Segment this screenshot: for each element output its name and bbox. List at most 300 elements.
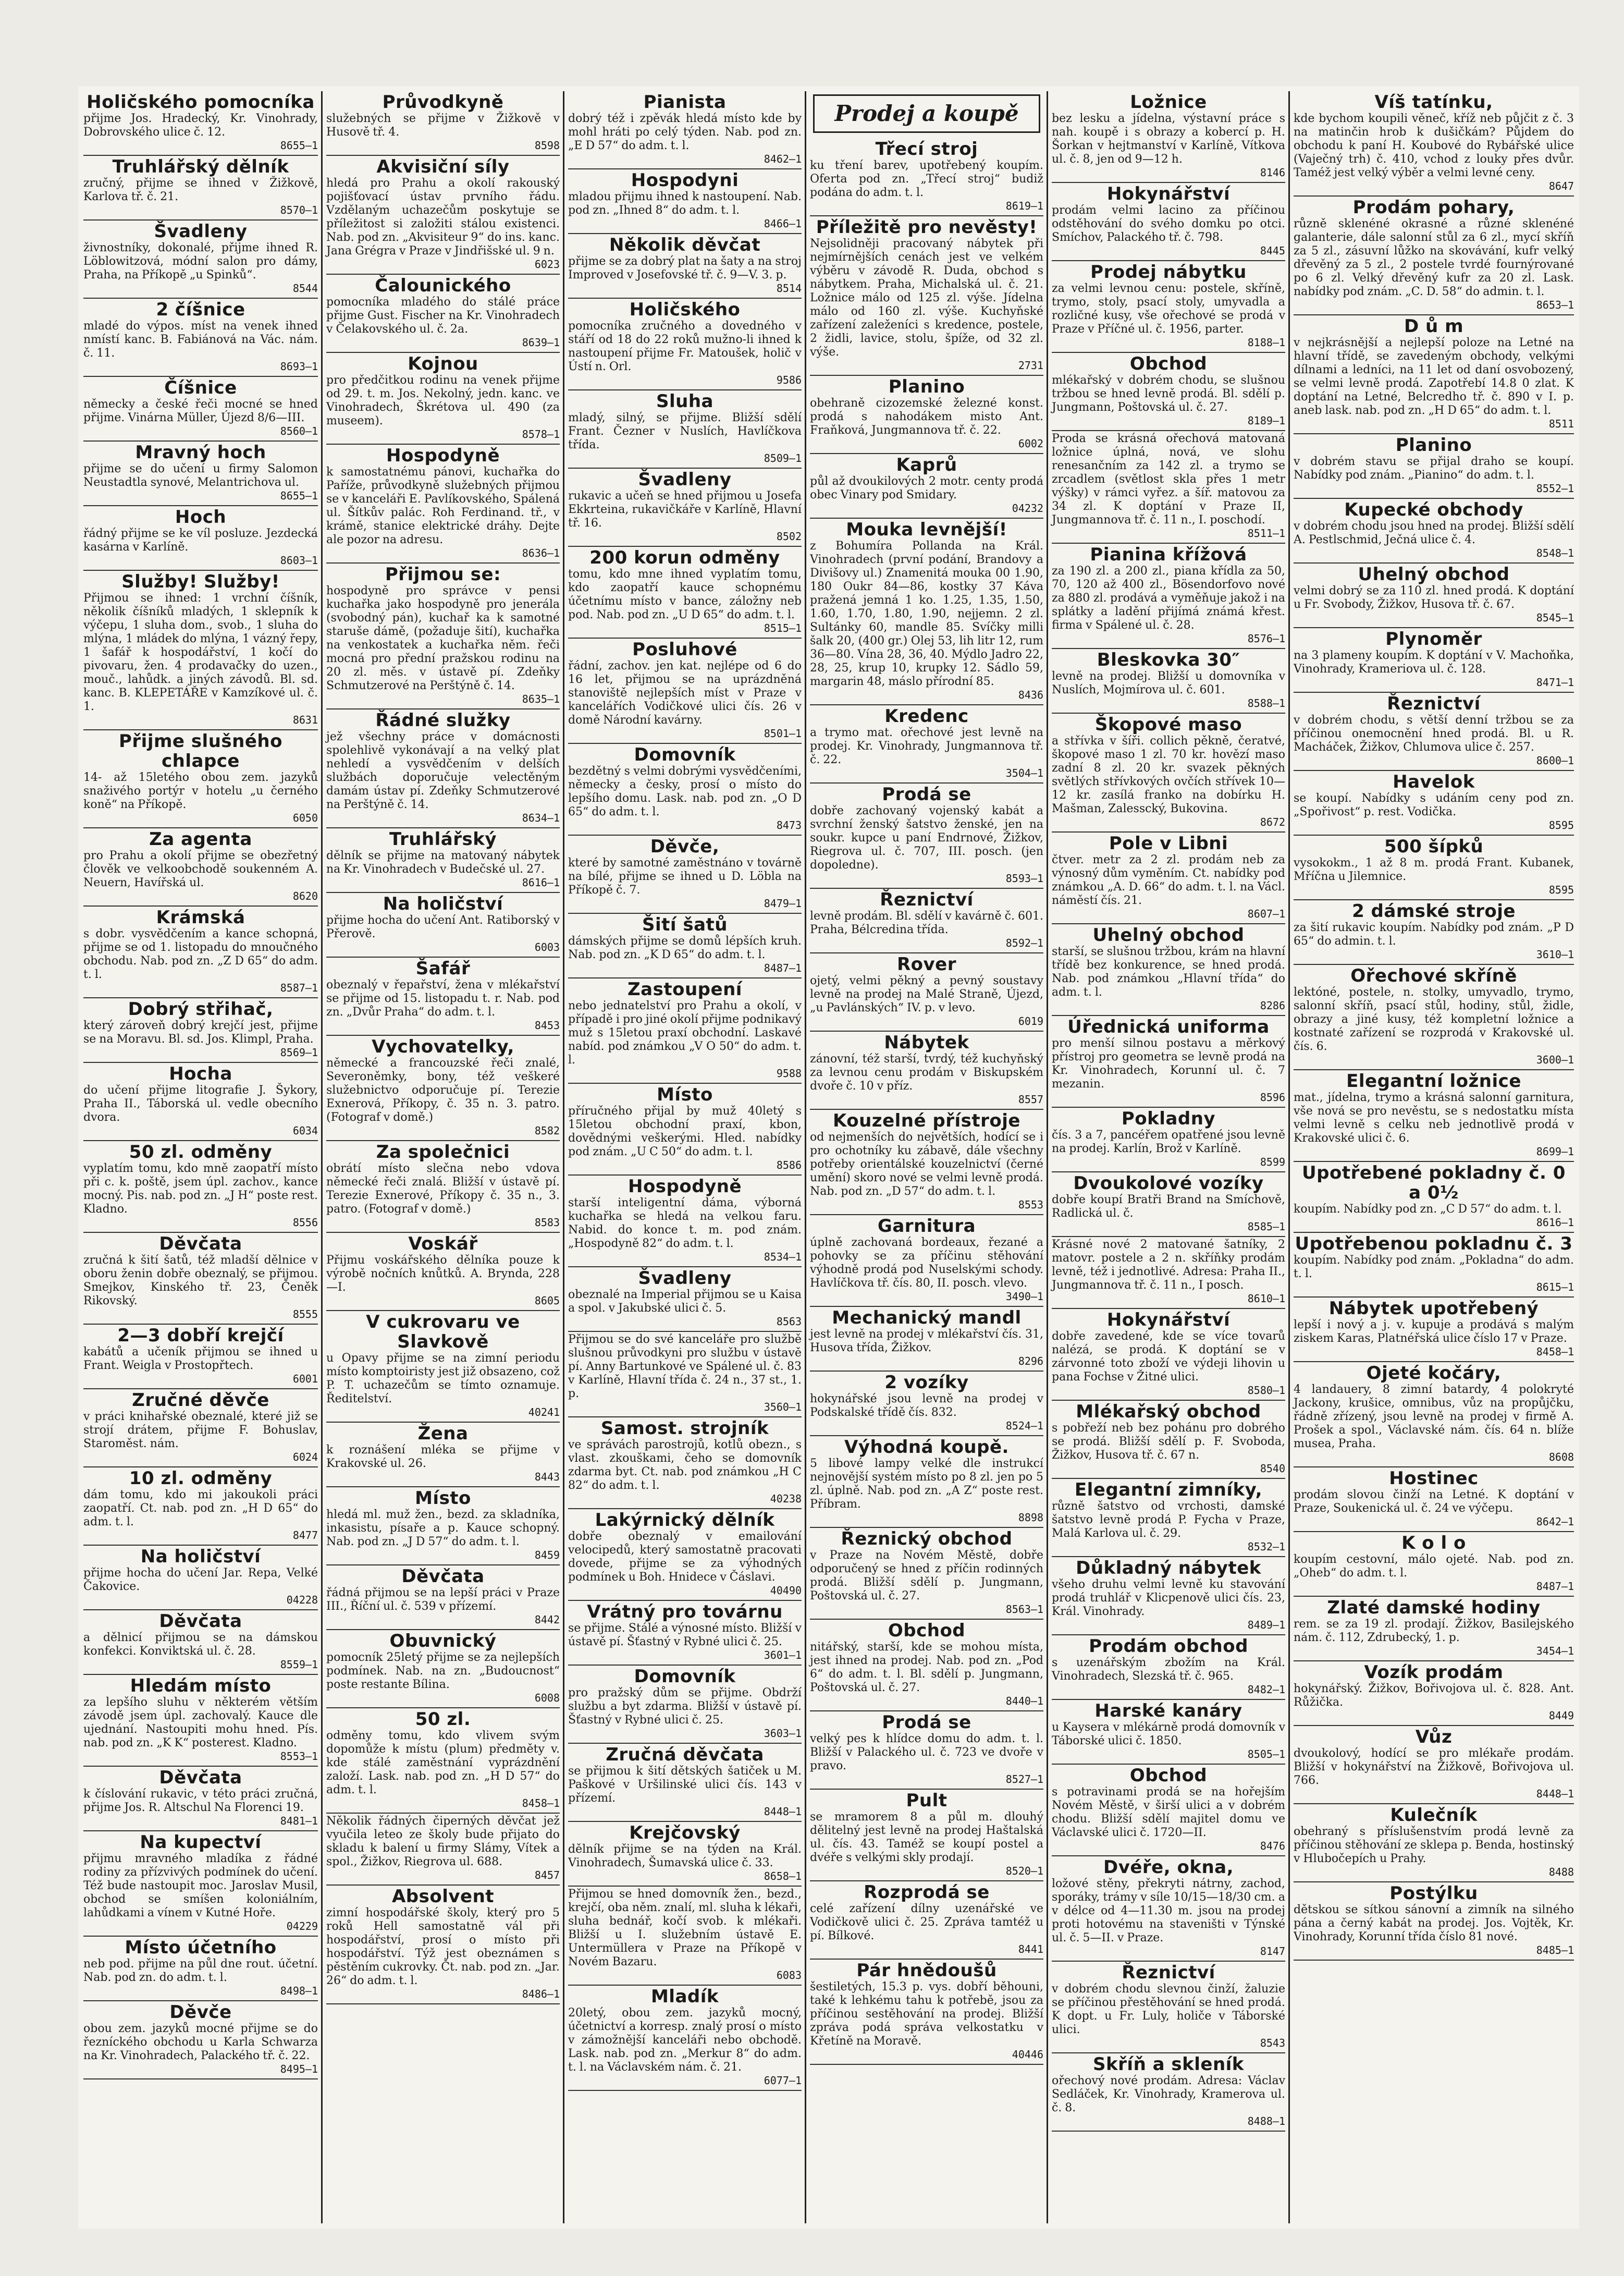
ad-heading: Přijmou se: [385, 564, 501, 585]
ad-heading: Krámská [156, 907, 245, 928]
ad-body: dětskou se sítkou sánovní a zimník na silného pána a černý kabát na prodej. Jos. Vojtěk, Kr. Vinohrady, Korunní třída číslo 81 nové. [1294, 1903, 1574, 1943]
classified-ad [1294, 1362, 1574, 1467]
ad-reference-number: 8672 [1260, 816, 1285, 828]
ad-reference-number: 8693—1 [280, 360, 318, 373]
ad-body: řádný přijme se ke víl posluze. Jezdecká kasárna v Karlíně. [83, 527, 318, 554]
classified-ad [83, 1325, 318, 1389]
ad-heading: Dvoukolové vozíky [1073, 1173, 1264, 1194]
ad-body: koupím. Nabídky pod zn. „C D 57“ do adm. t. l. [1294, 1203, 1562, 1216]
classified-ad [83, 998, 318, 1063]
classified-ad [1052, 183, 1285, 261]
ad-heading: Lakýrnický dělník [595, 1510, 775, 1531]
ad-heading: Výhodná koupě. [844, 1437, 1009, 1458]
ad-heading: Kulečník [1390, 1805, 1478, 1826]
ad-reference-number: 8636—1 [522, 547, 560, 559]
ad-body: různě sklenéné okrasné a různé sklenéné galanterie, dále salonní stůl za 6 zl., mycí skříň za 5 zl., zásuvní lůžko na skovávání, kufr velký dřevěný za 5 zl., 2 postele tvrdé fournýrované po 6 zl. Velký dřevěný kufr za 20 zl. Lask. nabídky pod znám. „C. D. 58“ do admin. t. l. [1294, 217, 1574, 298]
classified-ad [810, 376, 1043, 454]
ad-reference-number: 8610—1 [1247, 1292, 1285, 1305]
ad-heading: Domovník [634, 744, 736, 765]
ad-reference-number: 6034 [292, 1124, 318, 1137]
classified-ad [83, 506, 318, 571]
ad-heading: Vůz [1415, 1727, 1453, 1747]
ad-reference-number: 8655—1 [280, 490, 318, 502]
ad-body: který zároveň dobrý krejčí jest, přijme se na Moravu. Bl. sd. Jos. Klimpl, Praha. [83, 1019, 318, 1046]
ad-heading: K o l o [1401, 1533, 1466, 1553]
ad-reference-number: 8442 [534, 1613, 560, 1626]
ad-heading: Řádné služky [375, 710, 511, 731]
ad-body: bezdětný s velmi dobrými vysvědčeními, německy a česky, prosí o místo do lepšího domu. Lask. nab. pod zn. „O D 65“ do adm. t. l. [568, 765, 802, 818]
ad-body: prodám velmi lacino za příčinou odstěhování do svého domku po otci. Smíchov, Palackého tř. č. 798. [1052, 204, 1285, 244]
classified-ad [83, 1233, 318, 1325]
ad-heading: Za společnici [376, 1142, 510, 1163]
ad-heading: Truhlářský [389, 829, 497, 850]
ad-reference-number: 8445 [1260, 244, 1285, 257]
ad-reference-number: 3490—1 [1005, 1290, 1043, 1303]
ad-reference-number: 8553—1 [280, 1750, 318, 1763]
ad-body: přijme se do učení u firmy Salomon Neustadtla synové, Melantrichova ul. [83, 462, 318, 489]
ad-reference-number: 8616—1 [1536, 1216, 1574, 1229]
ad-body: Přijmou se hned domovník žen., bezd., krejčí, oba něm. znalí, ml. sluha k lékaři, sluha bednář, kočí svob. k mlékaři. Bližší u I. služebním ústavě E. Untermüllera v Praze na Příkopě v Novém Bazaru. [568, 1888, 802, 1968]
ad-heading: Mlékařský obchod [1076, 1401, 1261, 1422]
ad-body: mladou přijmu ihned k nastoupení. Nab. pod zn. „Ihned 8“ do adm. t. l. [568, 190, 802, 217]
ad-heading: Rozprodá se [864, 1882, 990, 1903]
ad-heading: Prodám obchod [1089, 1636, 1248, 1657]
ad-body: 20letý, obou zem. jazyků mocný, účetnictví a korresp. znalý prosí o místo v zámožnější kanceláři nebo obchodě. Lask. nab. pod zn. „Merkur 8“ do adm. t. l. na Václavském nám. č. 21. [568, 2006, 802, 2074]
classified-ad [568, 1601, 802, 1666]
ad-reference-number: 6019 [1018, 1015, 1043, 1027]
ad-reference-number: 8486—1 [522, 1988, 560, 2000]
ad-heading: Řeznictví [1122, 1962, 1215, 1983]
classified-ad [1052, 431, 1285, 544]
ad-reference-number: 8188—1 [1247, 336, 1285, 349]
ad-body: obeznalé na Imperial přijmou se u Kaisa a spol. v Jakubské ulici č. 5. [568, 1288, 802, 1315]
ad-body: ojetý, velmi pěkný a pevný soustavy levně na prodej na Malé Straně, Újezd, „u Pavlánských“ IV. p. v levo. [810, 974, 1043, 1014]
classified-ad [810, 784, 1043, 889]
ad-reference-number: 40490 [770, 1584, 802, 1597]
ad-heading: Mravný hoch [135, 442, 266, 463]
ad-body: Nejsolidněji pracovaný nábytek při nejmírnějších cenách jest ve velkém výběru v závodě R. Duda, obchod s nábytkem. Praha, Michalská ul. č. 21. Ložnice málo od 125 zl. výše. Jídelna málo od 160 zl. výše. Kuchyňské zařízení zaleženíci s kredence, postele, 2 židli, lavice, stolu, špíže, od 32 zl. výše. [810, 237, 1043, 359]
ad-body: mat., jídelna, trymo a krásná salonní garnitura, vše nová se pro nevěstu, se s nedostatku místa velmi levně s celku neb jednotlivě prodá v Krakovské ulici č. 6. [1294, 1091, 1574, 1145]
ad-reference-number: 8481—1 [280, 1815, 318, 1827]
classified-ad [810, 1620, 1043, 1711]
ad-heading: Mouka levnější! [846, 519, 1007, 540]
ad-reference-number: 8498—1 [280, 1985, 318, 1997]
ad-body: vysokokm., 1 až 8 m. prodá Frant. Kubanek, Mříčna u Jilemnice. [1294, 856, 1574, 883]
ad-body: od nejmenších do největších, hodící se i pro ochotníky ku zábavě, dále všechny potřeby orientálské kouzelnictví (černé umění) skoro nové se velmi levně prodá. Nab. pod zn. „D 57“ do adm. t. l. [810, 1131, 1043, 1198]
ad-reference-number: 8699—1 [1536, 1145, 1574, 1158]
ad-body: v dobrém chodu jsou hned na prodej. Bližší sdělí A. Pestlschmid, Ječná ulice č. 4. [1294, 520, 1574, 546]
classified-ad [1052, 1172, 1285, 1237]
classified-ad [810, 953, 1043, 1032]
ad-reference-number: 8642—1 [1536, 1515, 1574, 1528]
column-5 [1050, 91, 1287, 2223]
ad-reference-number: 8598 [534, 139, 560, 152]
ad-reference-number: 8520—1 [1005, 1865, 1043, 1877]
ad-heading: Akvisiční síly [376, 156, 510, 177]
ad-body: pro Prahu a okolí přijme se obezřetný člověk ve velkoobchodě soukenném A. Neuern, Havířská ul. [83, 849, 318, 889]
classified-ad [1294, 197, 1574, 315]
ad-heading: Přijme slušného chlapce [119, 731, 282, 772]
classified-ad [568, 390, 802, 469]
classified-ad [326, 1311, 560, 1423]
ad-reference-number: 8448—1 [1536, 1788, 1574, 1800]
classified-ad [568, 234, 802, 299]
ad-reference-number: 8505—1 [1247, 1748, 1285, 1760]
ad-reference-number: 3603—1 [764, 1727, 802, 1740]
ad-body: v dobrém chodu, s větší denní tržbou se za příčinou onemocnění hned prodá. Bl. u R. Macháček, Žižkov, Chlumova ulice č. 257. [1294, 714, 1574, 754]
classified-ad [326, 275, 560, 353]
ad-body: dobře obeznalý v emailování velocipedů, který samostatně pracovati dovede, přijme se za výhodných podmínek u Boh. Hnidece v Čáslavi. [568, 1530, 802, 1584]
ad-heading: Na holičství [383, 894, 503, 914]
classified-ad [1294, 1661, 1574, 1726]
classified-ad [1052, 924, 1285, 1016]
ad-body: dělník se přijme na matovaný nábytek na Kr. Vinohradech v Budečské ul. 27. [326, 849, 560, 876]
ad-body: dobrý též i zpěvák hledá místo kde by mohl hráti po celý týden. Nab. pod zn. „E D 57“ do adm. t. l. [568, 112, 802, 152]
ad-reference-number: 8544 [292, 282, 318, 295]
ad-body: pomocníka mladého do stálé práce přijme Gust. Fischer na Kr. Vinohradech v Čelakovského ul. č. 2a. [326, 296, 560, 336]
ad-reference-number: 6001 [292, 1373, 318, 1385]
ad-reference-number: 6024 [292, 1451, 318, 1463]
column-rule [1288, 91, 1290, 2223]
ad-heading: Domovník [634, 1666, 736, 1687]
classified-ad [568, 1267, 802, 1332]
ad-body: k samostatnému pánovi, kuchařka do Paříže, průvodkyně služebných přijmou se v kanceláři E. Pavlíkovského, Spálená ul. Šítkův palác. Roh Ferdinand. tř., v krámě, stanice elektrické dráhy. Dejte ale pozor na adresu. [326, 466, 560, 546]
ad-reference-number: 8296 [1018, 1355, 1043, 1367]
ad-body: ve správách parostrojů, kotlů obezn., s vlast. zkouškami, čeho se domovník zdarma byt. Ct. nab. pod známkou „H C 82“ do adm. t. l. [568, 1438, 802, 1492]
classified-ad [83, 1467, 318, 1546]
ad-reference-number: 8524—1 [1005, 1420, 1043, 1432]
ad-heading: Prodej nábytku [1090, 262, 1247, 283]
classified-ad [1294, 628, 1574, 693]
classified-ad [1052, 1635, 1285, 1700]
ad-reference-number: 8458—1 [522, 1797, 560, 1809]
classified-ad [83, 1767, 318, 1831]
ad-heading: Pianista [643, 92, 727, 113]
ad-body: 5 libové lampy velké dle instrukcí nejnovější systém místo po 8 zl. jen po 5 zl. úplně. Nab. pod zn. „A Z“ poste rest. Příbram. [810, 1457, 1043, 1511]
classified-ad [1052, 714, 1285, 833]
ad-heading: Obchod [1129, 1765, 1208, 1786]
ad-reference-number: 3454—1 [1536, 1645, 1574, 1657]
classified-ad [326, 1141, 560, 1233]
classified-ad [83, 1937, 318, 2001]
column-6 [1291, 91, 1576, 2223]
ad-heading: Děvčata [401, 1566, 485, 1587]
ad-heading: Řeznictví [880, 889, 974, 910]
ad-heading: Rover [896, 954, 957, 975]
ad-heading: Na kupectví [140, 1832, 262, 1853]
classified-ad [1052, 353, 1285, 431]
classified-ad [568, 91, 802, 169]
ad-heading: Havelok [1393, 772, 1475, 792]
ad-heading: Vozík prodám [1364, 1662, 1504, 1683]
classified-ad [810, 1528, 1043, 1620]
ad-reference-number: 8635—1 [522, 693, 560, 705]
classified-ad [326, 1814, 560, 1886]
ad-reference-number: 8647 [1548, 180, 1574, 192]
classified-ad [83, 730, 318, 828]
ad-heading: Škopové maso [1094, 714, 1242, 735]
ad-reference-number: 8543 [1260, 2037, 1285, 2049]
classified-ad [326, 1233, 560, 1311]
ad-heading: Holičského [629, 299, 741, 320]
ad-heading: Děvčata [159, 1233, 242, 1254]
classified-ad [810, 1307, 1043, 1372]
ad-reference-number: 8585—1 [1247, 1220, 1285, 1233]
ad-reference-number: 8146 [1260, 166, 1285, 179]
ad-reference-number: 8436 [1018, 689, 1043, 701]
ad-reference-number: 40446 [1012, 2048, 1043, 2061]
ad-reference-number: 8471—1 [1536, 676, 1574, 689]
ad-heading: Místo [415, 1488, 471, 1509]
classified-ad [810, 705, 1043, 784]
ad-body: kde bychom koupili věneč, kříž neb půjčit z č. 3 na matinčin hrob k dušičkám? Půjdem do obchodu k paní H. Koubové do Rybářské ulice (Vaječný trh) č. 410, vchod z louky přes dvůr. Taméž jest velký výběr a velmi levné ceny. [1294, 112, 1574, 179]
ad-body: živnostníky, dokonalé, přijme ihned R. Löblowitzová, módní salon pro dámy, Praha, na Příkopě „u Spinků“. [83, 241, 318, 282]
ad-heading: Samost. strojník [600, 1418, 769, 1439]
ad-heading: Holičského pomocníka [87, 92, 315, 113]
ad-heading: Garnitura [877, 1216, 976, 1237]
ad-body: čís. 3 a 7, pancéřem opatřené jsou levně na prodej. Karlín, Brož v Karlíně. [1052, 1129, 1285, 1155]
classified-ad [83, 221, 318, 299]
ad-heading: Děvčata [159, 1767, 242, 1788]
ad-reference-number: 8482—1 [1247, 1683, 1285, 1696]
ad-heading: Švadleny [154, 221, 248, 242]
classified-ad [326, 709, 560, 828]
classified-ad [810, 1110, 1043, 1215]
ad-body: obehraně cizozemské železné konst. prodá s nahodákem misto Ant. Fraňková, Jungmannova tř. č. 22. [810, 397, 1043, 437]
ad-reference-number: 8489—1 [1247, 1619, 1285, 1631]
classified-ad [810, 1711, 1043, 1790]
ad-body: šestiletých, 15.3 p. vys. dobří běhouni, také k lehkému tahu k potřebě, jsou za příčinou sestěhování na prodej. Bližší zpráva podá správa velkostatku v Křetíně na Moravě. [810, 1980, 1043, 2048]
ad-body: které by samotné zaměstnáno v továrně na bílé, přijme se ihned u D. Löbla na Příkopě č. 7. [568, 856, 802, 897]
ad-body: se přijmou k šití dětských šatiček u M. Paškové v Uršilinské ulici čís. 143 v přízemí. [568, 1765, 802, 1805]
ad-body: služebných se přijme v Žižkově v Husově tř. 4. [326, 112, 560, 139]
classified-ad [326, 445, 560, 564]
ad-body: německé a francouzské řeči znalé, Severoněmky, bony, též veškeré služebnictvo odporučuje pí. Terezie Exnerová, Příkopy, č. 35 n. 3. patro. (Fotograf v domě.) [326, 1057, 560, 1124]
ad-heading: Hoch [175, 507, 227, 528]
ad-heading: Pokladny [1121, 1108, 1216, 1129]
ad-reference-number: 8515—1 [764, 622, 802, 634]
ad-heading: Kouzelné přístroje [832, 1110, 1020, 1131]
ad-body: různě šatstvo od vrchosti, damské šatstvo levně prodá P. Fycha v Praze, Malá Karlova ul. č. 29. [1052, 1500, 1285, 1540]
classified-ad [568, 914, 802, 978]
ad-heading: Vrátný pro továrnu [587, 1601, 783, 1622]
ad-body: levně na prodej. Bližší u domovníka v Nuslích, Mojmírova ul. č. 601. [1052, 670, 1285, 696]
classified-ad [568, 1332, 802, 1417]
ad-body: dělník přijme se na týden na Král. Vinohradech, Šumavská ulice č. 33. [568, 1843, 802, 1869]
ad-body: pro předčitkou rodinu na venek přijme od 29. t. m. Jos. Nekolný, jedn. kanc. ve Vinohradech, Škrétova ul. 490 (za museem). [326, 374, 560, 427]
ad-body: v Praze na Novém Městě, dobře odporučený se hned z příčin rodinných prodá. Bližší sdělí p. Jungmann, Poštovská ul. č. 27. [810, 1549, 1043, 1602]
ad-heading: Šafář [415, 958, 471, 979]
classified-ad [83, 91, 318, 156]
ad-reference-number: 8605 [534, 1294, 560, 1307]
ad-heading: Planino [888, 376, 965, 397]
classified-ad [1052, 1479, 1285, 1557]
ad-heading: Švadleny [638, 1268, 732, 1289]
ad-body: dvoukolový, hodící se pro mlékaře prodám. Bližší v hokynářství na Žižkově, Bořivojova ul. 766. [1294, 1747, 1574, 1787]
ad-reference-number: 8487—1 [764, 962, 802, 974]
classified-ad [326, 958, 560, 1036]
ad-heading: D ů m [1404, 316, 1464, 337]
ad-reference-number: 6083 [776, 1969, 802, 1981]
ad-body: koupím. Nabídky pod znám. „Pokladna“ do adm. t. l. [1294, 1254, 1574, 1280]
ad-heading: Kojnou [408, 353, 478, 374]
ad-body: přijme hocha do učení Jar. Repa, Velké Čakovice. [83, 1567, 318, 1593]
ad-heading: Prodám pohary, [1352, 197, 1515, 218]
classified-ad [1294, 1532, 1574, 1597]
ad-heading: Mladík [650, 1986, 719, 2007]
classified-ad [1294, 1882, 1574, 1961]
ad-body: s pobřeží neb bez pohánu pro dobrého se prodá. Bližší sdělí p. F. Svoboda, Žižkov, Husova tř. č. 67 n. [1052, 1422, 1285, 1462]
classified-ad [1052, 1309, 1285, 1401]
ad-heading: 500 šípků [1384, 836, 1484, 857]
ad-reference-number: 3610—1 [1536, 948, 1574, 961]
ad-body: ku tření barev, upotřebený koupím. Oferta pod zn. „Třecí stroj“ budiž podána do adm. t. l. [810, 159, 1043, 199]
ad-heading: Absolvent [391, 1886, 495, 1907]
ad-body: s dobr. vysvědčením a kance schopná, přijme se od 1. listopadu do mnoučného obchodu. Nab. pod zn. „Z D 65“ do adm. t. l. [83, 927, 318, 981]
classified-ad [326, 564, 560, 709]
ad-reference-number: 8603—1 [280, 554, 318, 567]
ad-heading: Ořechové skříně [1350, 965, 1517, 986]
classified-ad [1294, 771, 1574, 836]
ad-reference-number: 8592—1 [1005, 937, 1043, 949]
classified-ad [1294, 836, 1574, 900]
ad-body: neb pod. přijme na půl dne rout. účetní. Nab. pod zn. do adm. t. l. [83, 1957, 318, 1984]
classified-ad [810, 1881, 1043, 1960]
ad-heading: Ložnice [1130, 92, 1207, 113]
classified-ad [810, 519, 1043, 705]
ad-body: ložové stěny, překryti nátrny, zachod, sporáky, trámy v síle 10/15—18/30 cm. a v délce od 4—11.30 m. jsou na prodej proti hotovému na staveništi v Týnské ul. č. 5—II. v Praze. [1052, 1877, 1285, 1944]
classified-ad [326, 828, 560, 893]
ad-body: Přijmou se do své kanceláře pro službě slušnou průvodkyni pro službu v ústavě pí. Anny Bartunkové ve Spálené ul. č. 83 v Karlíně, Hlavní třída č. 24 n., 37 st., 1. p. [568, 1333, 802, 1400]
ad-heading: Sluha [656, 391, 713, 412]
ad-body: všeho druhu velmi levně ku stavování prodá truhlář v Klicpenově ulici čís. 23, Král. Vinohrady. [1052, 1578, 1285, 1618]
ad-body: zručný, přijme se ihned v Žižkově, Karlova tř. č. 21. [83, 177, 318, 203]
ad-reference-number: 8658—1 [764, 1870, 802, 1882]
classified-ad [326, 1036, 560, 1141]
ad-heading: Voskář [408, 1233, 478, 1254]
classified-ad [1294, 693, 1574, 771]
ad-body: velký pes k hlídce domu do adm. t. l. Bližší v Palackého ul. č. 723 ve dvoře v pravo. [810, 1732, 1043, 1772]
ad-reference-number: 8608 [1548, 1451, 1574, 1463]
classified-ad [1294, 315, 1574, 434]
ad-reference-number: 8462—1 [764, 153, 802, 165]
ad-reference-number: 8580—1 [1247, 1384, 1285, 1397]
ad-heading: 2 dámské stroje [1352, 901, 1516, 922]
ad-heading: Číšnice [164, 377, 237, 398]
ad-body: hledá pro Prahu a okolí rakouský pojišťovací ústav prvního řádu. Vzdělaným uchazečům poskytuje se příležitost si založiti stálou existenci. Nab. pod zn. „Akvisiteur 9“ do ins. kanc. Jana Grégra v Praze v Jindřišské ul. 9 n. [326, 177, 560, 258]
ad-heading: Žena [417, 1423, 469, 1444]
column-rule [321, 91, 323, 2223]
ad-body: obeznalý v řepařství, žena v mlékařství se přijme od 15. listopadu t. r. Nab. pod zn. „Dvůr Praha“ do adm. t. l. [326, 978, 560, 1019]
ad-reference-number: 6008 [534, 1692, 560, 1704]
ad-body: lepší i nový a j. v. kupuje a prodává s malým ziskem Karas, Platnéřská ulice číslo 17 v Praze. [1294, 1318, 1574, 1345]
ad-body: nebo jednatelství pro Prahu a okolí, v případě i pro jiné okolí přijme podnikavý muž s 15letou praxí obchodní. Laskavé nabíd. pod známkou „V O 50“ do adm. t. l. [568, 999, 802, 1067]
classified-ad [568, 469, 802, 547]
ad-heading: 2 vozíky [884, 1372, 969, 1393]
ad-body: mladý, silný, se přijme. Bližší sdělí Frant. Čezner v Nuslích, Havlíčkova třída. [568, 411, 802, 451]
ad-heading: Hledám místo [130, 1675, 272, 1696]
ad-reference-number: 8485—1 [1536, 1944, 1574, 1956]
classified-ad [326, 1565, 560, 1630]
ad-heading: Mechanický mandl [832, 1307, 1022, 1328]
ad-heading: Zručná děvčata [606, 1744, 764, 1765]
ad-heading: Upotřebenou pokladnu č. 3 [1295, 1233, 1573, 1254]
ad-heading: Elegantní zimníky, [1074, 1479, 1263, 1500]
ad-reference-number: 9586 [776, 374, 802, 386]
classified-ad [326, 893, 560, 958]
ad-reference-number: 8631 [292, 714, 318, 726]
ad-heading: Služby! Služby! [121, 571, 280, 592]
ad-heading: Hostinec [1389, 1468, 1479, 1489]
classified-ad [83, 1831, 318, 1937]
ad-reference-number: 8477 [292, 1529, 318, 1541]
ad-heading: Za agenta [149, 829, 252, 850]
ad-body: za lepšího sluhu v některém větším závodě jsem úpl. zachovalý. Kauce dle ujednání. Nastoupiti mohu hned. Pís. nab. pod zn. „K K“ posterest. Kladno. [83, 1696, 318, 1749]
ad-heading: Uhelný obchod [1092, 925, 1245, 946]
ad-body: celé zařízení dílny uzenářské ve Vodičkově ulici č. 25. Zpráva tamtéž u pí. Bílkové. [810, 1902, 1043, 1942]
ad-heading: Planino [1395, 435, 1472, 456]
classified-ad [568, 1744, 802, 1822]
ad-heading: Posluhové [632, 639, 737, 660]
ad-reference-number: 8619—1 [1005, 200, 1043, 212]
ad-body: v dobrém stavu se přijal draho se koupí. Nabídky pod znám. „Pianino“ do adm. t. l. [1294, 455, 1574, 482]
classified-ad [810, 1372, 1043, 1436]
ad-reference-number: 8189—1 [1247, 414, 1285, 427]
ad-heading: 200 korun odměny [589, 547, 780, 568]
classified-ad [326, 91, 560, 156]
ad-heading: Prodá se [882, 784, 971, 805]
classified-ad [568, 836, 802, 914]
ad-heading: Úřednická uniforma [1067, 1017, 1270, 1037]
classified-ad [83, 299, 318, 377]
ad-reference-number: 6077—1 [764, 2074, 802, 2087]
classified-ad [1052, 1401, 1285, 1479]
ad-reference-number: 8653—1 [1536, 299, 1574, 311]
classified-ad [1052, 1557, 1285, 1635]
ad-reference-number: 8509—1 [764, 452, 802, 464]
classified-ad [810, 1215, 1043, 1307]
ad-heading: Nábytek [884, 1032, 969, 1053]
classified-ad [326, 1886, 560, 2004]
ad-reference-number: 8556 [292, 1216, 318, 1229]
classified-ad [1294, 91, 1574, 197]
ad-body: hledá ml. muž žen., bezd. za skladníka, inkasistu, písaře a p. Kauce schopný. Nab. pod zn. „J D 57“ do adm. t. l. [326, 1508, 560, 1548]
ad-body: pro pražský dům se přijme. Obdrží službu a byt zdarma. Bližší v ústavě pí. Šťastný v Rybné ulici č. 25. [568, 1686, 802, 1727]
classified-ad [1294, 900, 1574, 965]
ad-body: k roznášení mléka se přijme v Krakovské ul. 26. [326, 1443, 560, 1470]
ad-reference-number: 3600—1 [1536, 1054, 1574, 1066]
ad-reference-number: 8555 [292, 1308, 318, 1320]
classified-ad [810, 1960, 1043, 2065]
classified-ad [1294, 1467, 1574, 1532]
ad-body: úplně zachovaná bordeaux, řezané a pohovky se za příčinu stěhování výhodně prodá pod Nuselskými schody. Havlíčkova tř. čís. 80, II. posch. vlevo. [810, 1236, 1043, 1290]
classified-ad [568, 639, 802, 744]
section-title: Prodej a koupě [813, 94, 1040, 133]
classified-ad [83, 156, 318, 221]
ad-heading: Hospodyně [386, 445, 500, 466]
classified-ad [1294, 1726, 1574, 1804]
ad-body: 4 landauery, 8 zimní batardy, 4 polokryté Jackony, krušice, omnibus, vůz na propůjčku, řádně zřízený, jsou levně na prodej v firmě A. Prošek a spol., Václavské nám. čís. 64 n. blíže musea, Praha. [1294, 1383, 1574, 1450]
ad-body: přijme hocha do učení Ant. Ratiborský v Přerově. [326, 914, 560, 940]
ad-body: obrátí místo slečna nebo vdova německé řeči znalá. Bližší v ústavě pí. Terezie Exnerové, Příkopy č. 35 n., 3. patro. (Fotograf v domě.) [326, 1162, 560, 1216]
classified-ad [83, 1389, 318, 1467]
ad-heading: Prodá se [882, 1712, 971, 1733]
ad-reference-number: 8534—1 [764, 1251, 802, 1263]
ad-body: dobře zavedené, kde se více tovarů nalézá, se prodá. K doptání se v zárvonné toto zboží ve výdeji lihovin u pana Fochse v Žitné ulici. [1052, 1330, 1285, 1384]
ad-reference-number: 8147 [1260, 1945, 1285, 1957]
classified-ad [1052, 1237, 1285, 1309]
classified-ad [326, 1630, 560, 1708]
